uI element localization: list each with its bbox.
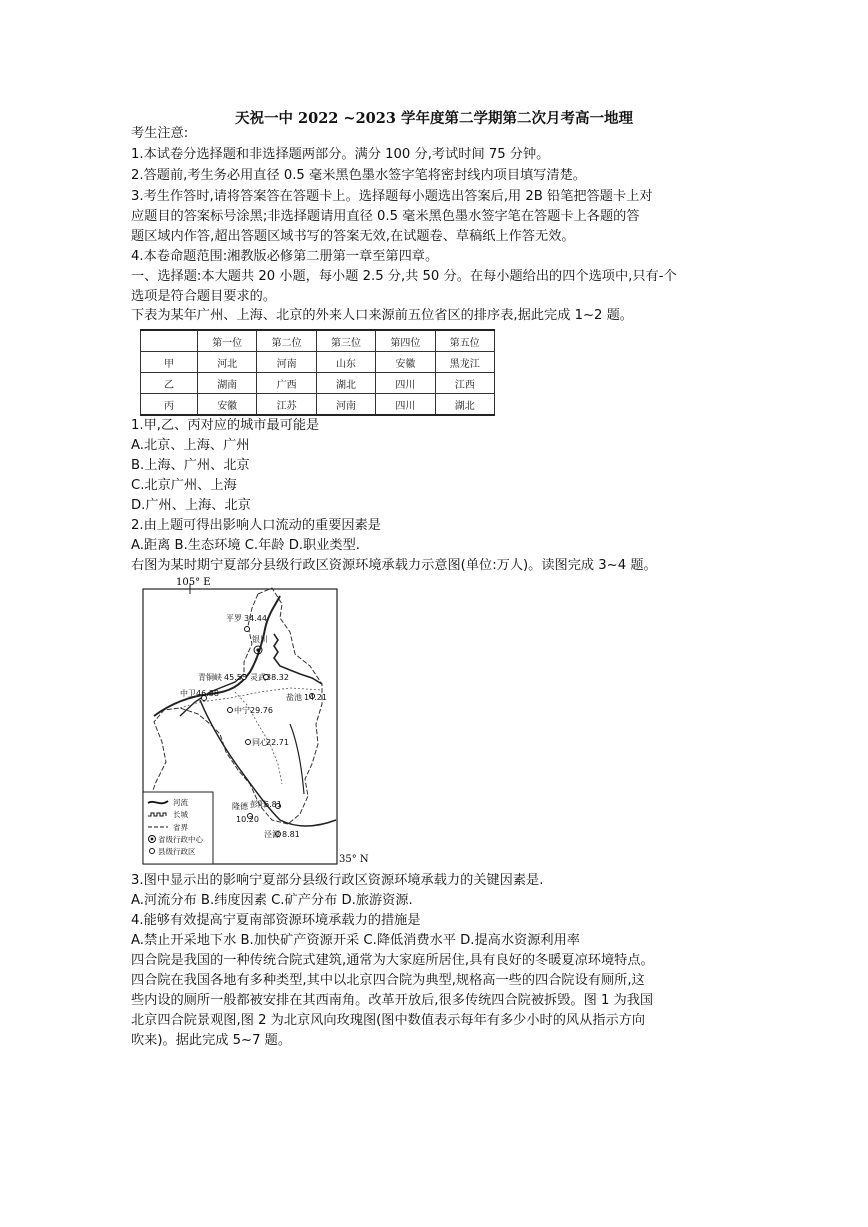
legend-label: 省界 xyxy=(173,823,188,832)
q4-stem: 4.能够有效提高宁夏南部资源环境承载力的措施是 xyxy=(131,913,421,928)
table-row xyxy=(141,352,495,373)
table-cell: 第一位 xyxy=(198,330,257,352)
map-legend xyxy=(143,792,213,864)
county-marker xyxy=(228,708,233,713)
passage-line-2: 四合院在我国各地有多种类型,其中以北京四合院为典型,规格高一些的四合院设有厕所,这 xyxy=(131,973,645,988)
place-name: 青铜峡 xyxy=(198,673,222,682)
notice-4: 4.本卷命题范围:湘教版必修第二册第一章至第四章。 xyxy=(131,249,439,264)
q3-stem: 3.图中显示出的影响宁夏部分县级行政区资源环境承载力的关键因素是. xyxy=(131,873,544,888)
section-heading-cont: 选项是符合题目要求的。 xyxy=(131,289,277,304)
table-cell: 江西 xyxy=(435,373,494,394)
table-cell: 第四位 xyxy=(376,330,435,352)
place-name: 中宁 xyxy=(234,706,250,715)
ningxia-map xyxy=(140,574,370,866)
place-name: 中卫 xyxy=(180,689,196,698)
q1-option-d: D.广州、上海、北京 xyxy=(131,498,251,513)
table-cell: 丙 xyxy=(141,394,198,416)
passage-line-5: 吹来)。据此完成 5~7 题。 xyxy=(131,1033,292,1048)
legend-label: 省级行政中心 xyxy=(158,835,203,844)
place-value: 38.32 xyxy=(266,673,289,682)
place-value: 45.55 xyxy=(224,673,247,682)
map-intro: 右图为某时期宁夏部分县级行政区资源环境承载力示意图(单位:万人)。读图完成 3~4 题。 xyxy=(131,558,657,573)
section-heading: 一、选择题:本大题共 20 小题，每小题 2.5 分,共 50 分。在每小题给出的四个选项中,只有-个 xyxy=(131,269,677,284)
origin-ranking-table xyxy=(140,329,495,416)
table-cell: 江苏 xyxy=(257,394,316,416)
legend-county-symbol xyxy=(150,849,155,854)
legend-label: 长城 xyxy=(173,810,188,819)
table-cell: 河南 xyxy=(257,352,316,373)
table-cell xyxy=(141,330,198,352)
notice-3-cont-2: 题区域内作答,超出答题区域书写的答案无效,在试题卷、草稿纸上作答无效。 xyxy=(131,229,575,244)
table-cell: 河北 xyxy=(198,352,257,373)
table-header-row xyxy=(141,330,495,352)
place-name: 同心 xyxy=(252,738,268,747)
county-marker xyxy=(245,627,250,632)
table-cell: 湖北 xyxy=(435,394,494,416)
place-name: 盐池 xyxy=(286,693,302,702)
notice-1: 1.本试卷分选择题和非选择题两部分。满分 100 分,考试时间 75 分钟。 xyxy=(131,147,550,162)
place-value: 34.44 xyxy=(244,614,267,623)
county-marker xyxy=(246,740,251,745)
table-cell: 广西 xyxy=(257,373,316,394)
exam-title: 天祝一中 2022 ~2023 学年度第二学期第二次月考高一地理 xyxy=(234,110,633,127)
notice-heading: 考生注意: xyxy=(131,126,189,141)
table-cell: 甲 xyxy=(141,352,198,373)
passage-line-3: 些内设的厕所一般都被安排在其西南角。改革开放后,很多传统四合院被拆毁。图 1 为我国 xyxy=(131,993,654,1008)
q1-option-c: C.北京广州、上海 xyxy=(131,478,237,493)
table-cell: 安徽 xyxy=(198,394,257,416)
river xyxy=(290,724,304,794)
q1-option-a: A.北京、上海、广州 xyxy=(131,438,250,453)
table-cell: 山东 xyxy=(316,352,375,373)
place-name: 泾源 xyxy=(264,830,280,839)
table-row xyxy=(141,394,495,416)
place-name: 银川 xyxy=(252,635,268,644)
place-name: 灵武 xyxy=(250,673,266,682)
place-value: 22.71 xyxy=(266,738,289,747)
lon-label: 105° E xyxy=(176,577,211,588)
table-cell: 第二位 xyxy=(257,330,316,352)
place-value: 29.76 xyxy=(250,706,273,715)
place-value: 46.38 xyxy=(196,689,219,698)
place-value: 14.21 xyxy=(304,693,327,702)
table-cell: 湖北 xyxy=(316,373,375,394)
place-value: 6.81 xyxy=(264,800,282,809)
q1-stem: 1.甲,乙、丙对应的城市最可能是 xyxy=(131,418,320,433)
q1-option-b: B.上海、广州、北京 xyxy=(131,458,250,473)
notice-3: 3.考生作答时,请将答案答在答题卡上。选择题每小题选出答案后,用 2B 铅笔把答题卡上对 xyxy=(131,189,653,204)
place-value: 10.20 xyxy=(236,815,259,824)
place-name: 隆德 xyxy=(232,802,248,811)
table-cell: 乙 xyxy=(141,373,198,394)
passage-line-1: 四合院是我国的一种传统合院式建筑,通常为大家庭所居住,具有良好的冬暖夏凉环境特点。 xyxy=(131,953,654,968)
table-cell: 四川 xyxy=(376,394,435,416)
legend-label: 县级行政区 xyxy=(158,847,196,856)
table-cell: 河南 xyxy=(316,394,375,416)
q3-options: A.河流分布 B.纬度因素 C.矿产分布 D.旅游资源. xyxy=(131,893,413,908)
notice-2: 2.答题前,考生务必用直径 0.5 毫米黑色墨水签字笔将密封线内项目填写清楚。 xyxy=(131,168,586,183)
table-intro: 下表为某年广州、上海、北京的外来人口来源前五位省区的排序表,据此完成 1~2 题。 xyxy=(131,308,633,323)
q2-options: A.距离 B.生态环境 C.年龄 D.职业类型. xyxy=(131,538,360,553)
table-cell: 第三位 xyxy=(316,330,375,352)
q2-stem: 2.由上题可得出影响人口流动的重要因素是 xyxy=(131,518,381,533)
table-cell: 安徽 xyxy=(376,352,435,373)
legend-wall-symbol xyxy=(148,813,166,816)
table-cell: 第五位 xyxy=(435,330,494,352)
legend-label: 河流 xyxy=(173,798,188,807)
passage-line-4: 北京四合院景观图,图 2 为北京风向玫瑰图(图中数值表示每年有多少小时的风从指示方向 xyxy=(131,1013,646,1028)
table-cell: 黑龙江 xyxy=(435,352,494,373)
provincial-capital-marker xyxy=(256,648,259,651)
table-cell: 湖南 xyxy=(198,373,257,394)
table-cell: 四川 xyxy=(376,373,435,394)
place-name: 彭阳 xyxy=(250,800,266,809)
place-name: 平罗 xyxy=(226,614,242,623)
q4-options: A.禁止开采地下水 B.加快矿产资源开采 C.降低消费水平 D.提高水资源利用率 xyxy=(131,933,580,948)
lat-label: 35° N xyxy=(339,854,369,865)
table-row xyxy=(141,373,495,394)
place-value: 8.81 xyxy=(282,830,300,839)
notice-3-cont-1: 应题目的答案标号涂黑;非选择题请用直径 0.5 毫米黑色墨水签字笔在答题卡上各题的答 xyxy=(131,209,640,224)
